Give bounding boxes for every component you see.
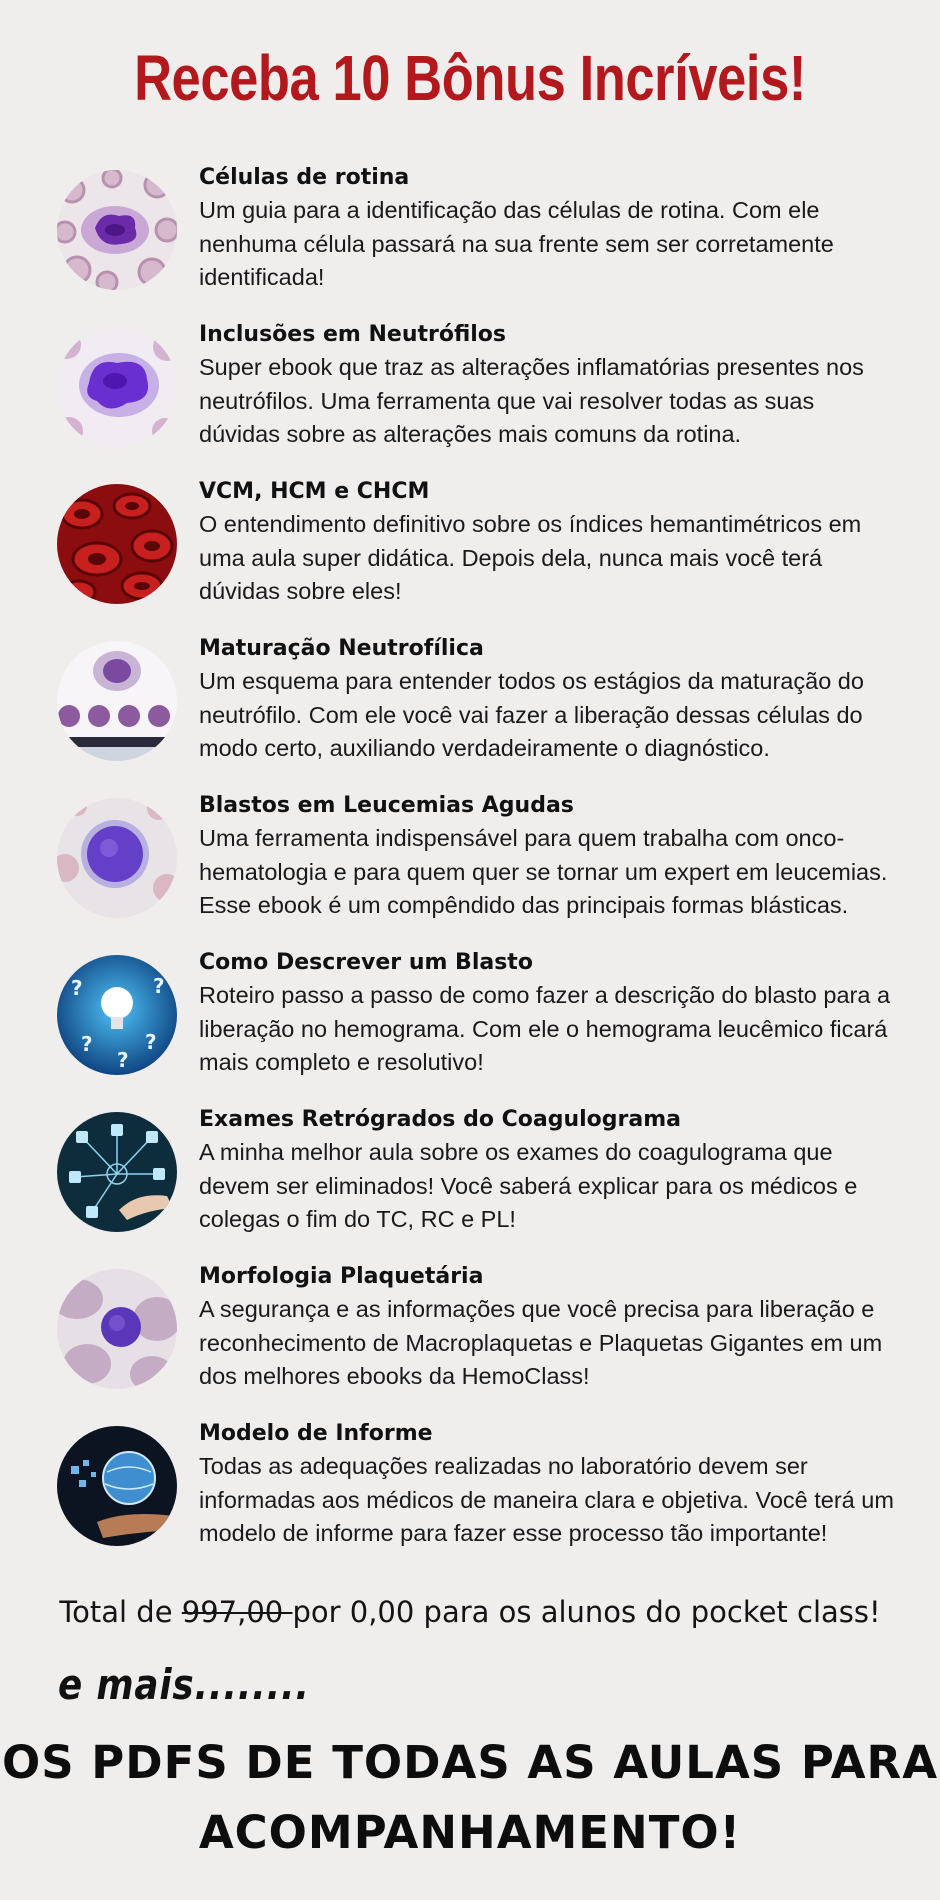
bonus-title: Morfologia Plaquetária (199, 1264, 484, 1289)
bonus-title: Células de rotina (199, 165, 410, 190)
final-heading-line-1: OS PDFS DE TODAS AS AULAS PARA (1, 1736, 939, 1789)
page-title: Receba 10 Bônus Incríveis! (134, 42, 806, 114)
red-blood-cells-icon (57, 484, 177, 604)
bonus-item-modelo-informe (0, 1416, 940, 1573)
bonus-title: Inclusões em Neutrófilos (199, 322, 507, 347)
blood-cell-smear-icon (57, 170, 177, 290)
pricing-line (0, 1592, 940, 1632)
bonus-description: Uma ferramenta indispensável para quem trabalha com onco-hematologia e para quem quer se tornar um expert em leucemias. Esse ebook é um compêndido das principais formas blásticas. (199, 825, 888, 918)
bonus-title: Como Descrever um Blasto (199, 950, 533, 975)
more-label: e mais........ (58, 1660, 310, 1709)
bonus-item-vcm-hcm-chcm (0, 474, 940, 631)
pricing-prefix: Total de (59, 1595, 182, 1629)
svg-text:?: ? (145, 1030, 157, 1054)
bonus-list (0, 160, 940, 1573)
bonus-title: Exames Retrógrados do Coagulograma (199, 1107, 681, 1132)
lightbulb-icon (57, 955, 177, 1075)
bonus-item-blastos-leucemias (0, 788, 940, 945)
svg-text:?: ? (71, 976, 83, 1000)
svg-text:?: ? (153, 974, 165, 998)
blast-cell-icon (57, 798, 177, 918)
bonus-item-celulas-rotina (0, 160, 940, 317)
old-price: 997,00 (181, 1595, 293, 1629)
bonus-title: VCM, HCM e CHCM (199, 479, 430, 504)
bonus-item-descrever-blasto (0, 945, 940, 1102)
digital-globe-icon (57, 1426, 177, 1546)
maturation-diagram-icon (57, 641, 177, 761)
bonus-description: Um esquema para entender todos os estágios da maturação do neutrófilo. Com ele você vai fazer a liberação dessas células do modo certo, auxiliando verdadeiramente o diagnóstico. (199, 668, 864, 761)
bonus-title: Blastos em Leucemias Agudas (199, 793, 574, 818)
platelet-cell-icon (57, 1269, 177, 1389)
svg-text:?: ? (81, 1032, 93, 1056)
bonus-description: Super ebook que traz as alterações inflamatórias presentes nos neutrófilos. Uma ferramenta que vai resolver todas as suas dúvidas sobre as alterações mais comuns da rotina. (199, 354, 864, 447)
final-heading (0, 1728, 940, 1868)
neutrophil-icon (57, 327, 177, 447)
bonus-description: O entendimento definitivo sobre os índices hemantimétricos em uma aula super didática. Depois dela, nunca mais você terá dúvidas sobre eles! (199, 511, 862, 604)
tech-hand-icon (57, 1112, 177, 1232)
bonus-item-morfologia-plaquetaria (0, 1259, 940, 1416)
pricing-suffix: por 0,00 para os alunos do pocket class! (292, 1595, 881, 1629)
bonus-title: Maturação Neutrofílica (199, 636, 484, 661)
bonus-description: Todas as adequações realizadas no laboratório devem ser informadas aos médicos de maneira clara e objetiva. Você terá um modelo de informe para fazer esse processo tão importante! (199, 1453, 894, 1546)
bonus-item-maturacao-neutrofilica (0, 631, 940, 788)
bonus-item-exames-coagulograma (0, 1102, 940, 1259)
bonus-description: A segurança e as informações que você precisa para liberação e reconhecimento de Macroplaquetas e Plaquetas Gigantes em um dos melhores ebooks da HemoClass! (199, 1296, 883, 1389)
bonus-description: Um guia para a identificação das células de rotina. Com ele nenhuma célula passará na sua frente sem ser corretamente identificada! (199, 197, 834, 290)
svg-text:?: ? (117, 1048, 129, 1072)
final-heading-line-2: ACOMPANHAMENTO! (198, 1806, 742, 1859)
bonus-item-inclusoes-neutrofilos (0, 317, 940, 474)
bonus-title: Modelo de Informe (199, 1421, 433, 1446)
bonus-description: Roteiro passo a passo de como fazer a descrição do blasto para a liberação no hemograma. Com ele o hemograma leucêmico ficará mais completo e resolutivo! (199, 982, 891, 1075)
bonus-description: A minha melhor aula sobre os exames do coagulograma que devem ser eliminados! Você saberá explicar para os médicos e colegas o fim do TC, RC e PL! (199, 1139, 858, 1232)
